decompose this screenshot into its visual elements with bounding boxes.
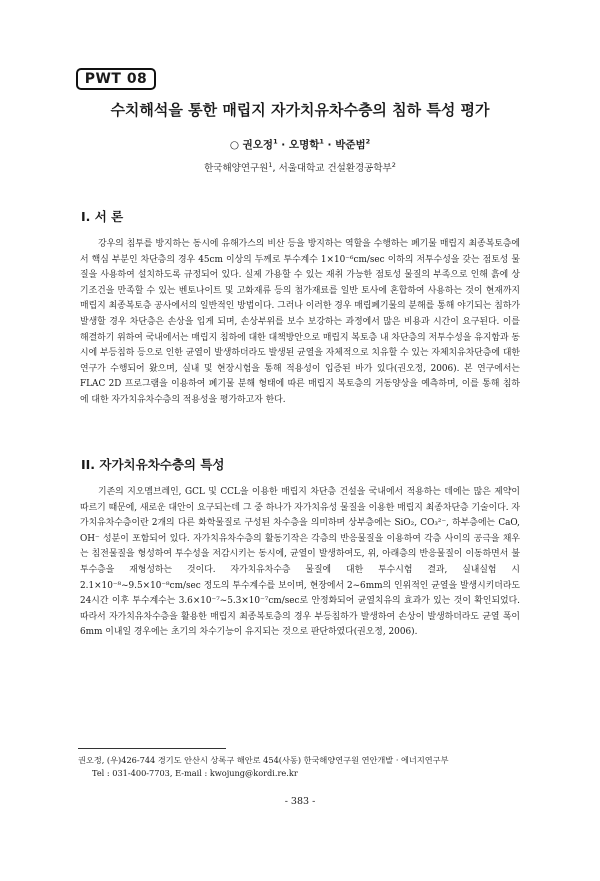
page-number: - 383 - [284,796,316,807]
author-separator: · [277,139,289,151]
author-2: 오명학 [288,139,320,151]
section-2-heading: II. 자가치유차수층의 특성 [81,457,225,472]
author-1: 권오정 [242,139,274,151]
author-line [0,137,600,152]
affiliation-2-sup: 2 [391,160,396,169]
affiliation-separator: , [272,163,279,174]
author-3-sup: 2 [365,137,371,146]
section-1-heading: I. 서 론 [81,209,124,224]
page-title: 수치해석을 통한 매립지 자가치유차수층의 침하 특성 평가 [110,101,490,119]
footnote-address: 권오정, (우)426-744 경기도 안산시 상록구 해안로 454(사동) 한국해양연구원 연안개발 · 에너지연구부 [78,755,449,765]
section-1-paragraph: 강우의 침투를 방지하는 동시에 유해가스의 비산 등을 방지하는 역할을 수행하는 폐기물 매립지 최종복토층에서 핵심 부분인 차단층의 경우 45cm 이상의 두께로 투수계수 1×10⁻⁶cm/sec 이하의 저투수성을 갖는 점토성 물질을 사용하여 설치하도록 규정되어 있다. 실제 가용할 수 있는 재취 가능한 점토성 물질의 부족으로 인해 흙에 상기조건을 만족할 수 있는 벤토나이트 및 고화재류 등의 첨가재료를 일반 토사에 혼합하여 사용하는 것이 현재까지 매립지 최종복토층 공사에서의 일반적인 방법이다. 그러나 이러한 경우 매립폐기물의 분해를 통해 야기되는 침하가 발생할 경우 차단층은 손상을 입게 되며, 손상부위를 보수 보강하는 과정에서 많은 비용과 시간이 요구된다. 이를 해결하기 위하여 국내에서는 매립지 침하에 대한 대책방안으로 매립지 복토층 내 차단층의 저투수성을 유지함과 동시에 부등침하 등으로 인한 균열이 발생하더라도 발생된 균열을 자체적으로 치유할 수 있는 자체치유차단층에 대한 연구가 수행되어 왔으며, 실내 및 현장시험을 통해 적용성이 입증된 바가 있다(권오정, 2006). 본 연구에서는 FLAC 2D 프로그램을 이용하여 폐기물 분해 형태에 따른 매립지 복토층의 거동양상을 예측하며, 이를 통해 침하에 대한 자가치유차수층의 적용성을 평가하고자 한다. [80,239,520,405]
affiliation-1: 한국해양연구원 [204,163,269,174]
footnote-contact: Tel : 031-400-7703, E-mail : kwojung@kordi.re.kr [92,768,298,778]
affiliation-1-sup: 1 [268,160,273,169]
affiliation-2: 서울대학교 건설환경공학부 [278,163,392,174]
section-2-paragraph: 기존의 지오멤브레인, GCL 및 CCL을 이용한 매립지 차단층 건설을 국내에서 적용하는 데에는 많은 제약이 따르기 때문에, 새로운 대안이 요구되는데 그 중 하나가 자가치유성 물질을 이용한 매립지 최종차단층 기술이다. 자가치유차수층이란 2개의 다른 화학물질로 구성된 차수층을 의미하며 상부층에는 SiO₂, CO₃²⁻, 하부층에는 CaO, OH⁻ 성분이 포함되어 있다. 자가치유차수층의 활동기작은 각층의 반응물질을 이용하여 각층 사이의 공극을 채우는 침전물질을 형성하여 투수성을 저감시키는 동시에, 균열이 발생하여도, 위, 아래층의 반응물질이 이동하면서 불투수층을 재형성하는 것이다. 자가치유차수층 물질에 대한 투수시험 결과, 실내실험 시 2.1×10⁻⁸~9.5×10⁻⁸cm/sec 정도의 투수계수를 보이며, 현장에서 2~6mm의 인위적인 균열을 발생시키더라도 24시간 이후 투수계수는 3.6×10⁻⁷~5.3×10⁻⁷cm/sec로 안정화되어 균열치유의 효과가 있는 것이 확인되었다. 따라서 자가치유차수층을 활용한 매립지 최종복토층의 경우 부등침하가 발생하여 손상이 발생하더라도 균열 폭이 6mm 이내일 경우에는 초기의 차수기능이 유지되는 것으로 판단하였다(권오정, 2006). [80,487,520,638]
author-3: 박준범 [335,139,366,151]
author-1-sup: 1 [273,137,278,146]
author-2-sup: 1 [319,137,324,146]
author-separator: · [323,139,336,151]
footnote-rule [78,748,226,749]
presenter-mark: ○ [229,139,239,151]
section-tag: PWT 08 [76,68,156,90]
affiliation-line [0,160,600,174]
